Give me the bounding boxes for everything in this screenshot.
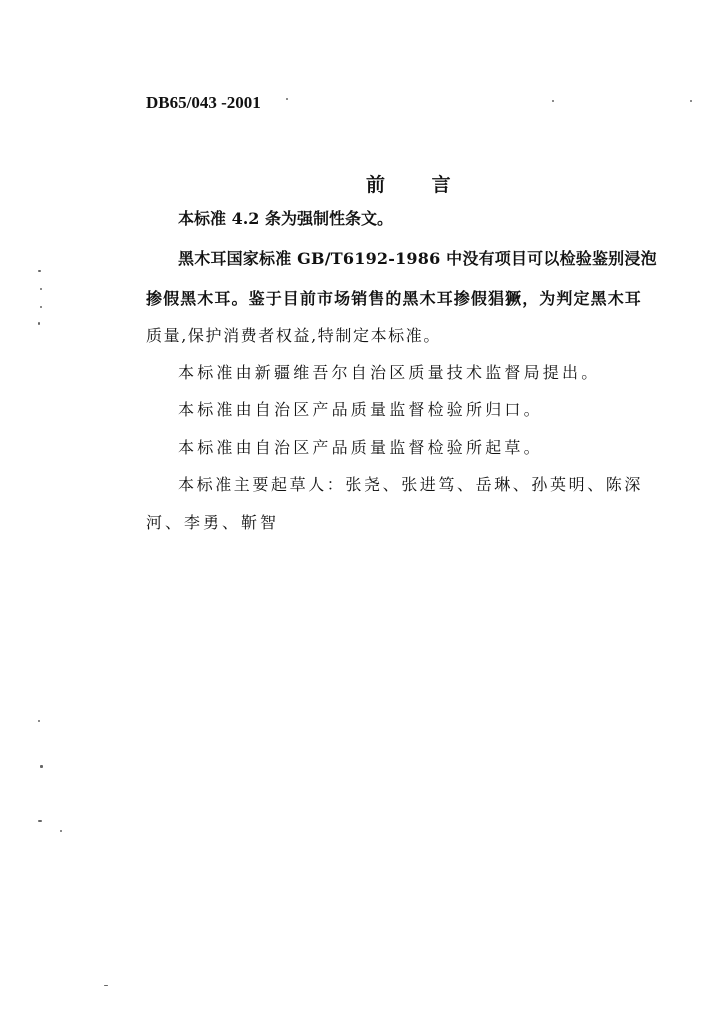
scan-speck bbox=[552, 100, 554, 102]
body-line: 黑木耳国家标准 GB/T6192-1986 中没有项目可以检验鉴别浸泡 bbox=[178, 249, 657, 268]
body-line: 掺假黑木耳。鉴于目前市场销售的黑木耳掺假猖獗，为判定黑木耳 bbox=[146, 289, 642, 308]
section-title: 前 言 bbox=[366, 174, 471, 196]
scan-speck bbox=[690, 100, 692, 102]
scan-speck bbox=[38, 270, 41, 272]
scan-speck bbox=[38, 322, 40, 325]
body-line: 本标准由新疆维吾尔自治区质量技术监督局提出。 bbox=[178, 363, 601, 382]
body-line: 本标准 4.2 条为强制性条文。 bbox=[178, 209, 393, 228]
body-line: 本标准由自治区产品质量监督检验所起草。 bbox=[178, 438, 543, 457]
body-line: 本标准主要起草人：张尧、张进笃、岳琳、孙英明、陈深 bbox=[178, 475, 644, 494]
scan-speck bbox=[40, 765, 43, 768]
scan-speck bbox=[40, 306, 42, 308]
body-line: 河、李勇、靳智 bbox=[146, 513, 280, 532]
body-line: 本标准由自治区产品质量监督检验所归口。 bbox=[178, 400, 543, 419]
scan-speck bbox=[38, 820, 42, 822]
body-line: 质量,保护消费者权益,特制定本标准。 bbox=[146, 326, 441, 345]
scan-speck bbox=[286, 98, 288, 100]
scan-speck bbox=[60, 830, 62, 832]
scan-speck bbox=[40, 288, 42, 290]
scan-speck bbox=[38, 720, 40, 722]
scan-speck bbox=[104, 985, 108, 986]
document-code: DB65/043 -2001 bbox=[146, 93, 261, 112]
